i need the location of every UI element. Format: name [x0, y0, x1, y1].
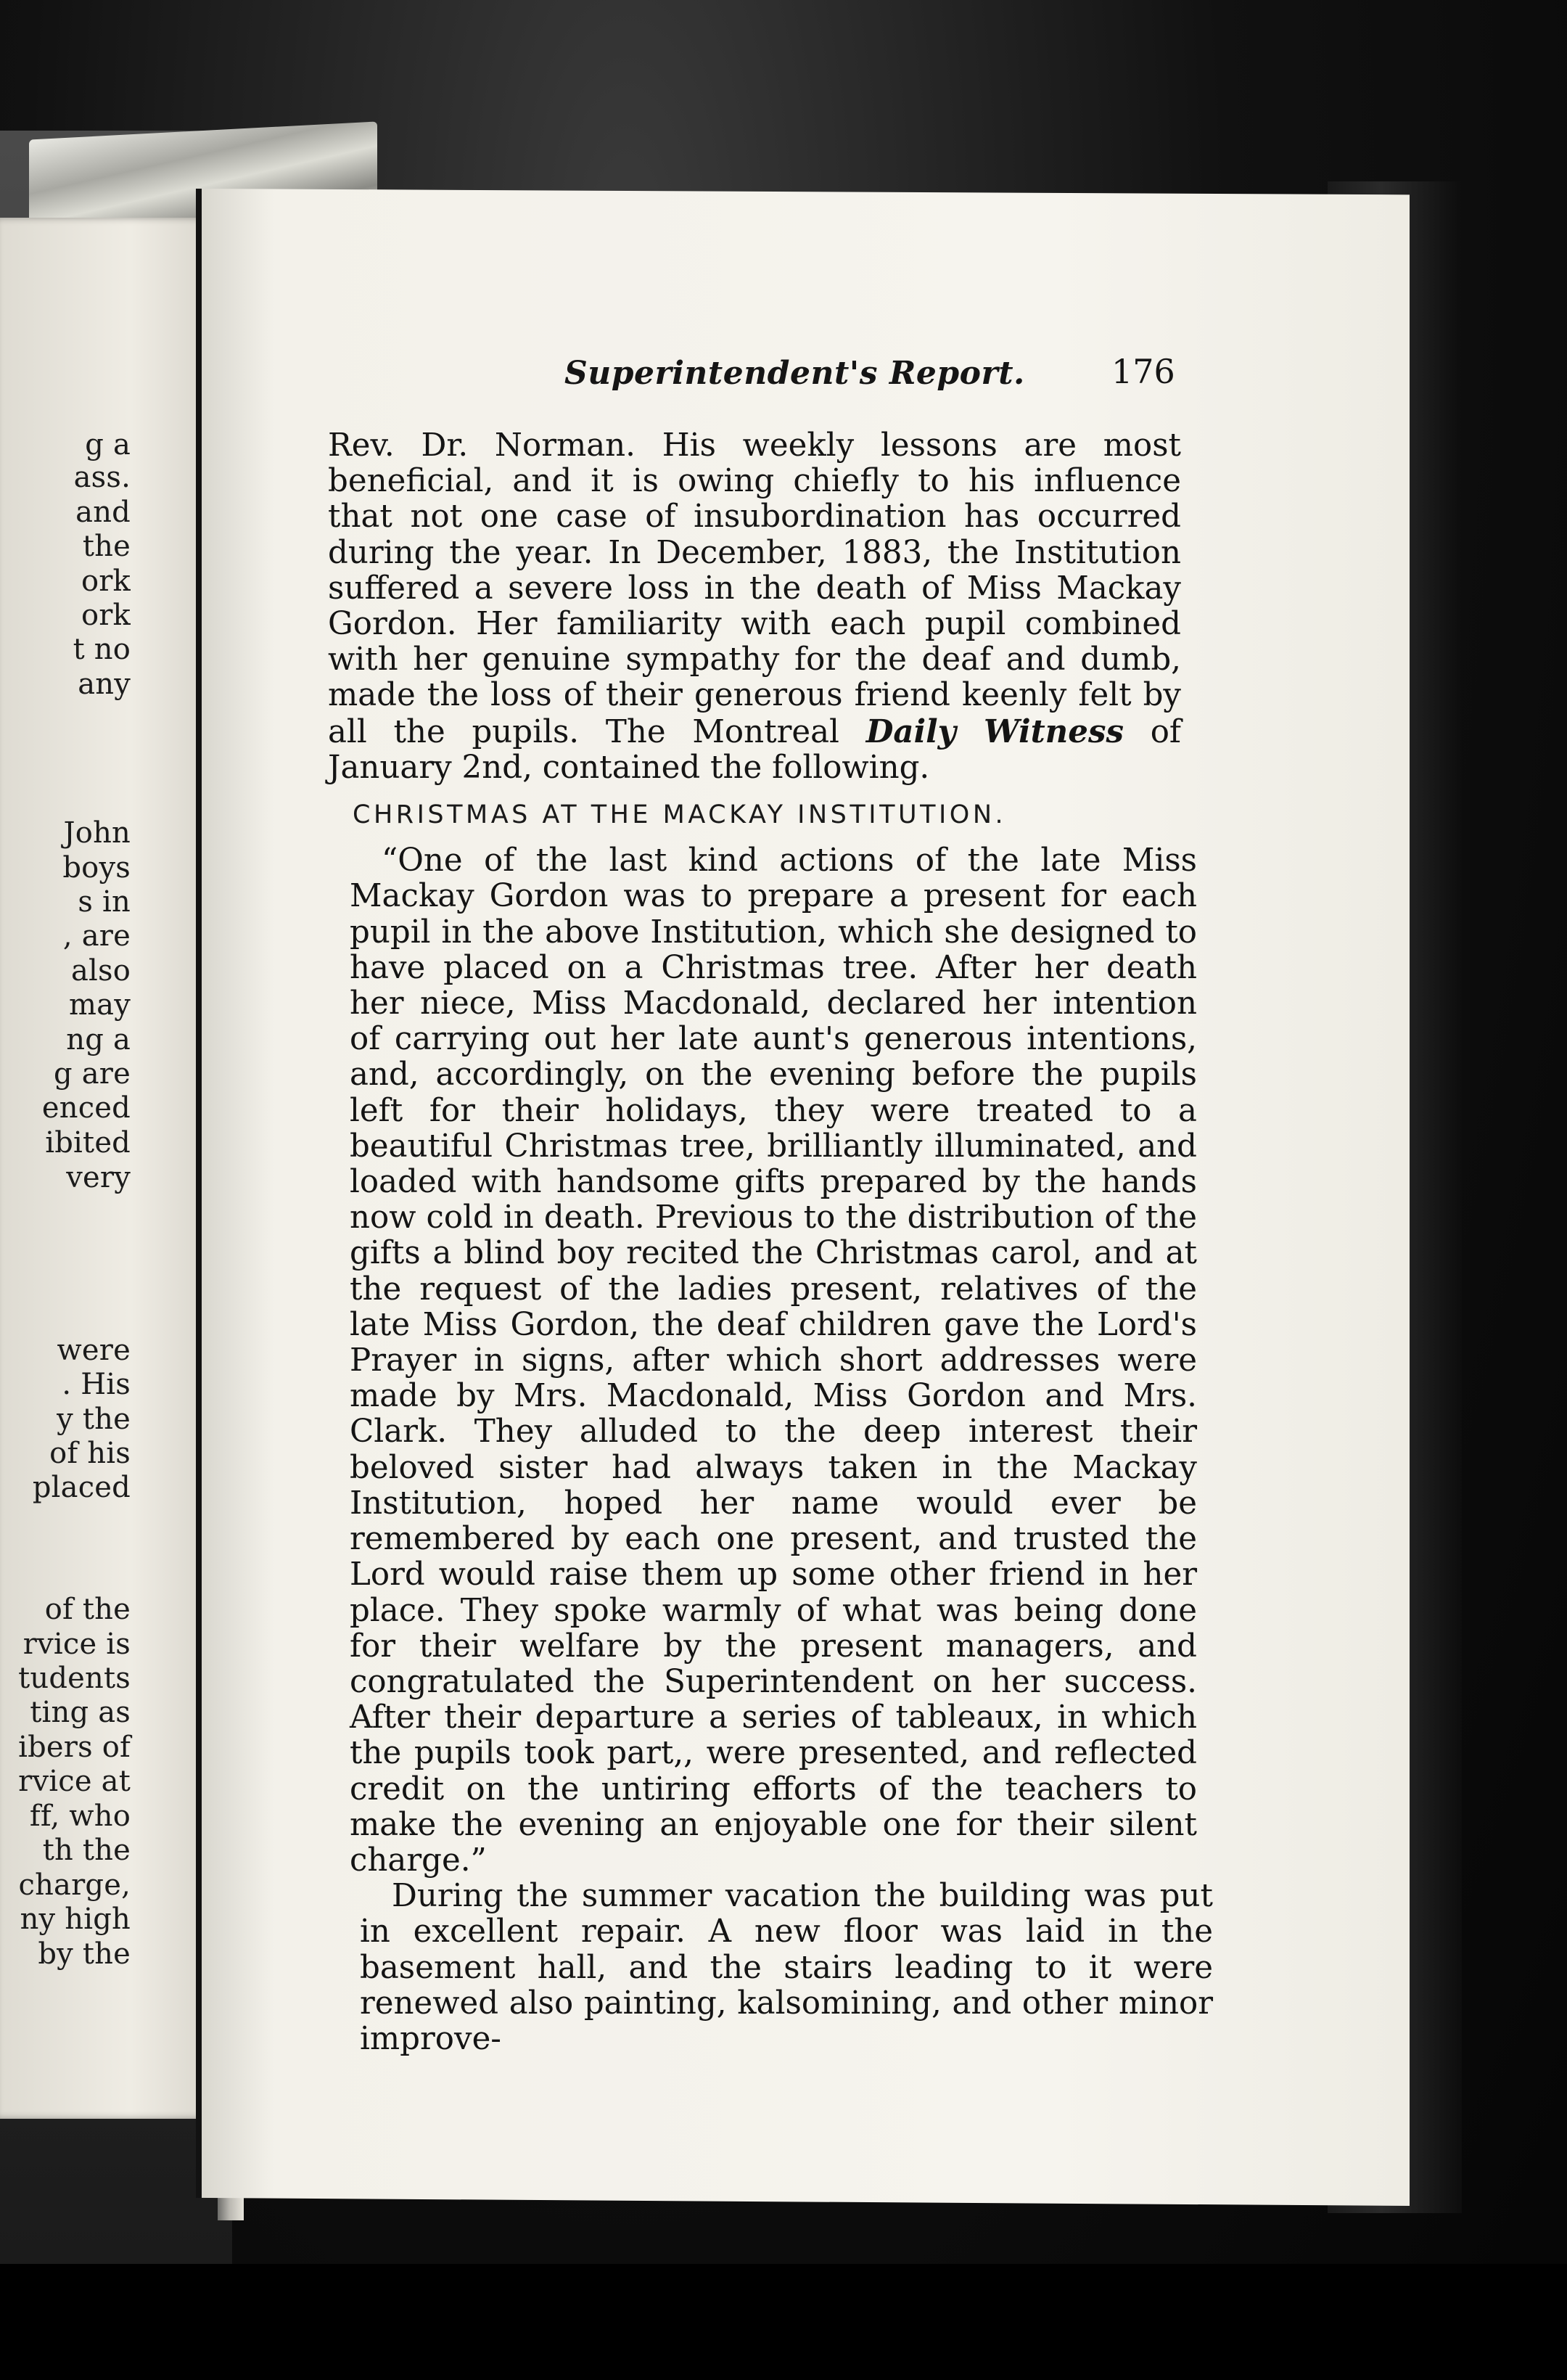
left-page-line: tudents [18, 1662, 131, 1695]
left-page-line: and [75, 496, 131, 529]
left-page-line: also [70, 954, 131, 988]
left-page-line: enced [41, 1091, 131, 1125]
left-page-line: ny high [20, 1903, 131, 1936]
left-page-line: ff, who [29, 1800, 131, 1833]
left-page-line: ork [81, 565, 131, 598]
opening-paragraph [328, 428, 1181, 786]
left-page-line: of his [49, 1437, 131, 1470]
closing-paragraph: During the summer vacation the building was put in excellent repair. A new floor was laid in the basement hall, and the stairs leading to it were renewed also painting, kalsomining, and other minor improve- [360, 1878, 1213, 2057]
left-page-line: th the [42, 1834, 131, 1867]
left-page-line: g a [85, 428, 131, 461]
paragraph-text: Rev. Dr. Norman. His weekly lessons are most beneficial, and it is owing chiefly to his influence that not one case of insubordination has occurred during the year. In December, 1883, the Institution suffered a severe loss in the death of Miss Mackay Gordon. Her familiarity with each pupil combined with her genuine sympathy for the deaf and dumb, made the loss of their generous friend keenly felt by all the pupils. The Montreal [328, 427, 1181, 750]
page-body [328, 427, 1213, 2057]
left-page-line: any [78, 668, 131, 701]
page-number: 176 [1111, 352, 1175, 391]
left-page-line: John [63, 816, 131, 850]
left-page-line: ibers of [18, 1731, 131, 1764]
newspaper-title: Daily Witness [865, 713, 1124, 750]
left-page-line: ng a [66, 1023, 131, 1056]
left-page-line: may [69, 988, 131, 1022]
left-page-line: y the [57, 1403, 131, 1436]
left-page-line: boys [62, 851, 131, 885]
left-page-line: , are [62, 919, 131, 953]
left-page-line: . His [62, 1368, 131, 1401]
left-page [0, 218, 218, 2119]
left-page-line: g are [54, 1057, 131, 1091]
left-page-line: ting as [30, 1696, 131, 1729]
page-header [0, 352, 1567, 403]
left-page-line: the [82, 530, 131, 563]
left-page-line: ork [81, 599, 131, 632]
left-page-line: rvice at [18, 1765, 131, 1798]
left-page-line: s in [78, 885, 131, 919]
left-page-line: t no [73, 633, 131, 666]
left-page-line: were [57, 1334, 131, 1367]
paragraph-text: of January 2nd, contained the following. [328, 713, 1181, 786]
left-page-line: rvice is [22, 1628, 131, 1661]
left-page-line: placed [32, 1471, 131, 1504]
quoted-article: “One of the last kind actions of the late Miss Mackay Gordon was to prepare a present for each pupil in the above Institution, which she designed to have placed on a Christmas tree. After her death her niece, Miss Macdonald, declared her intention of carrying out her late aunt's generous intentions, and, accordingly, on the evening before the pupils left for their holidays, they were treated to a beautiful Christmas tree, brilliantly illuminated, and loaded with handsome gifts prepared by the hands now cold in death. Previous to the distribution of the gifts a blind boy recited the Christmas carol, and at the request of the ladies present, relatives of the late Miss Gordon, the deaf children gave the Lord's Prayer in signs, after which short addresses were made by Mrs. Macdonald, Miss Gordon and Mrs. Clark. They alluded to the deep interest their beloved sister had always taken in the Mackay Institution, hoped her name would ever be remembered by each one present, and trusted the Lord would raise them up some other friend in her place. They spoke warmly of what was being done for their welfare by the present managers, and congratulated the Superintendent on her success. After their departure a series of tableaux, in which the pupils took part,, were presented, and reflected credit on the untiring efforts of the teachers to make the evening an enjoyable one for their silent charge.” [350, 842, 1197, 1879]
left-page-line: charge, [18, 1868, 131, 1902]
left-page-line: very [66, 1161, 131, 1194]
left-page-line: by the [38, 1937, 131, 1971]
left-page-line: ass. [73, 461, 131, 494]
left-page-line: ibited [45, 1126, 131, 1160]
scan-bottom-edge [0, 2264, 1567, 2380]
section-heading: CHRISTMAS AT THE MACKAY INSTITUTION. [353, 800, 1007, 830]
running-head: Superintendent's Report. [564, 355, 1025, 392]
left-page-line: of the [44, 1593, 131, 1626]
